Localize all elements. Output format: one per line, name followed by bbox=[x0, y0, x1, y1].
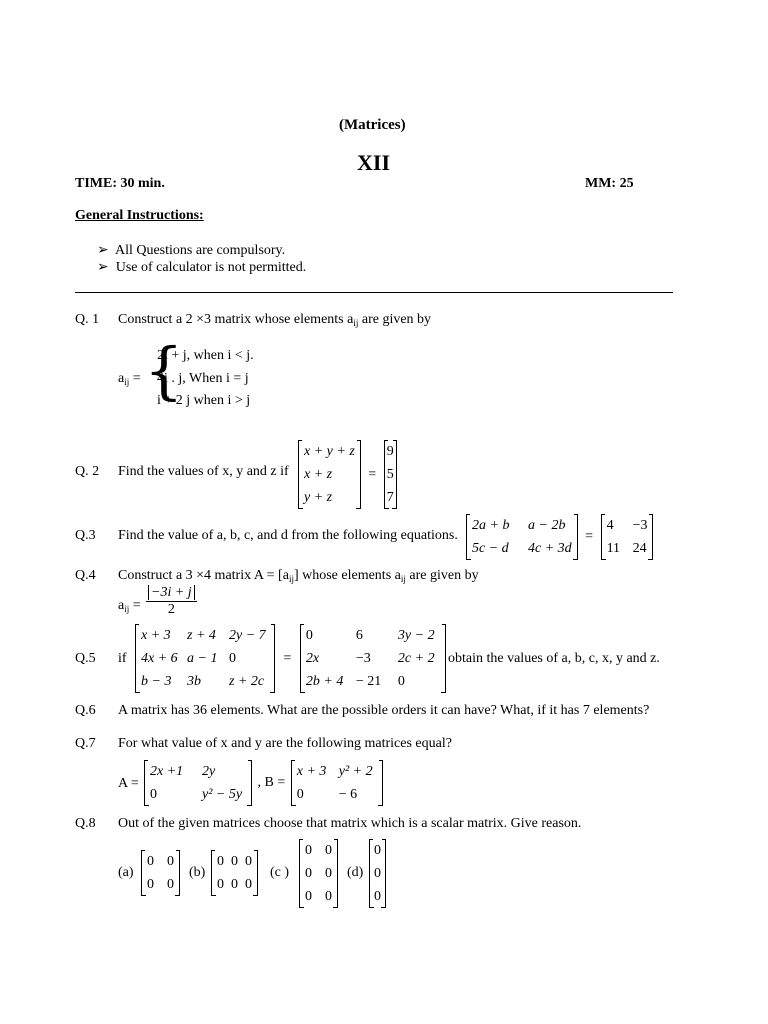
q5-if: if bbox=[118, 651, 127, 666]
q7-text: For what value of x and y are the following matrices equal? bbox=[118, 736, 452, 751]
q5-equation: x + 3 z + 4 2y − 7 4x + 6 a − 1 0 b − 3 3b z + 2c = 0 6 3y − 2 2x −3 2c + 2 2b + 4 − 21 0 bbox=[135, 624, 446, 693]
topic-title: (Matrices) bbox=[339, 117, 406, 133]
q2-lhs-matrix: x + y + z x + z y + z bbox=[298, 440, 361, 509]
q6-text: A matrix has 36 elements. What are the possible orders it can have? What, if it has 7 elements? bbox=[118, 703, 650, 718]
q3-text: Find the value of a, b, c, and d from the following equations. bbox=[118, 528, 458, 543]
q7-label: Q.7 bbox=[75, 736, 96, 751]
q8-matrix-c: 0 0 0 0 0 0 bbox=[299, 839, 338, 908]
q8-matrix-d: 0 0 0 bbox=[369, 839, 386, 908]
q2-rhs-matrix: 9 5 7 bbox=[384, 440, 397, 509]
q8-option-a: (a) bbox=[118, 865, 134, 880]
divider bbox=[75, 292, 673, 293]
q1-text: Construct a 2 ×3 matrix whose elements $a_{ij}$ are given by bbox=[118, 312, 432, 328]
q2-text: Find the values of x, y and z if bbox=[118, 464, 289, 479]
q1-lhs: $a_{ij}$ = bbox=[118, 371, 141, 387]
q4-text: Construct a 3 ×4 matrix $A = [a_{ij}]$ whose elements $a_{ij}$ are given by bbox=[118, 568, 479, 584]
q4-label: Q.4 bbox=[75, 568, 96, 583]
arrow-bullet-icon: ➢ bbox=[97, 243, 109, 258]
q5-rhs-matrix: 0 6 3y − 2 2x −3 2c + 2 2b + 4 − 21 0 bbox=[300, 624, 446, 693]
q8-option-c: (c ) bbox=[270, 865, 290, 880]
q8-option-b: (b) bbox=[189, 865, 206, 880]
q7-matrix-a: 2x +1 2y 0 y² − 5y bbox=[144, 760, 252, 806]
q8-matrix-a: 0 0 0 0 bbox=[141, 850, 180, 896]
instructions-heading: General Instructions: bbox=[75, 208, 204, 223]
q3-label: Q.3 bbox=[75, 528, 96, 543]
instruction-item: ➢ All Questions are compulsory. bbox=[97, 243, 286, 258]
q4-fraction: $\frac{-3i + j}{2}$ bbox=[146, 585, 197, 618]
q3-equation: 2a + b a − 2b 5c − d 4c + 3d = 4 −3 11 24 bbox=[466, 514, 653, 560]
q8-matrix-b: 0 0 0 0 0 0 bbox=[211, 850, 258, 896]
q3-rhs-matrix: 4 −3 11 24 bbox=[601, 514, 654, 560]
q2-equation: x + y + z x + z y + z = 9 5 7 bbox=[298, 440, 397, 509]
q2-label: Q. 2 bbox=[75, 464, 100, 479]
instruction-item: ➢ Use of calculator is not permitted. bbox=[97, 260, 307, 275]
grade-title: XII bbox=[357, 150, 391, 175]
q1-case: 2i + j, when i < j. bbox=[157, 348, 254, 363]
q1-case: i + 2 j when i > j bbox=[157, 393, 251, 408]
q8-label: Q.8 bbox=[75, 816, 96, 831]
q7-matrix-b: x + 3 y² + 2 0 − 6 bbox=[291, 760, 383, 806]
q5-text: obtain the values of a, b, c, x, y and z. bbox=[448, 651, 660, 666]
marks-label: MM: 25 bbox=[585, 176, 634, 191]
q7-matrices: 2x +1 2y 0 y² − 5y , B = x + 3 y² + 2 0 − 6 bbox=[144, 760, 383, 806]
arrow-bullet-icon: ➢ bbox=[97, 260, 109, 275]
q8-option-d: (d) bbox=[347, 865, 364, 880]
q5-label: Q.5 bbox=[75, 651, 96, 666]
q5-lhs-matrix: x + 3 z + 4 2y − 7 4x + 6 a − 1 0 b − 3 3b z + 2c bbox=[135, 624, 275, 693]
q4-lhs: $a_{ij}$ = bbox=[118, 598, 141, 614]
time-label: TIME: 30 min. bbox=[75, 176, 165, 191]
q8-text: Out of the given matrices choose that matrix which is a scalar matrix. Give reason. bbox=[118, 816, 582, 831]
q7-a-label: A = bbox=[118, 776, 139, 791]
q1-label: Q. 1 bbox=[75, 312, 100, 327]
q6-label: Q.6 bbox=[75, 703, 96, 718]
q1-case: 4i . j, When i = j bbox=[157, 371, 249, 386]
q3-lhs-matrix: 2a + b a − 2b 5c − d 4c + 3d bbox=[466, 514, 578, 560]
left-brace-icon: { bbox=[144, 334, 184, 407]
